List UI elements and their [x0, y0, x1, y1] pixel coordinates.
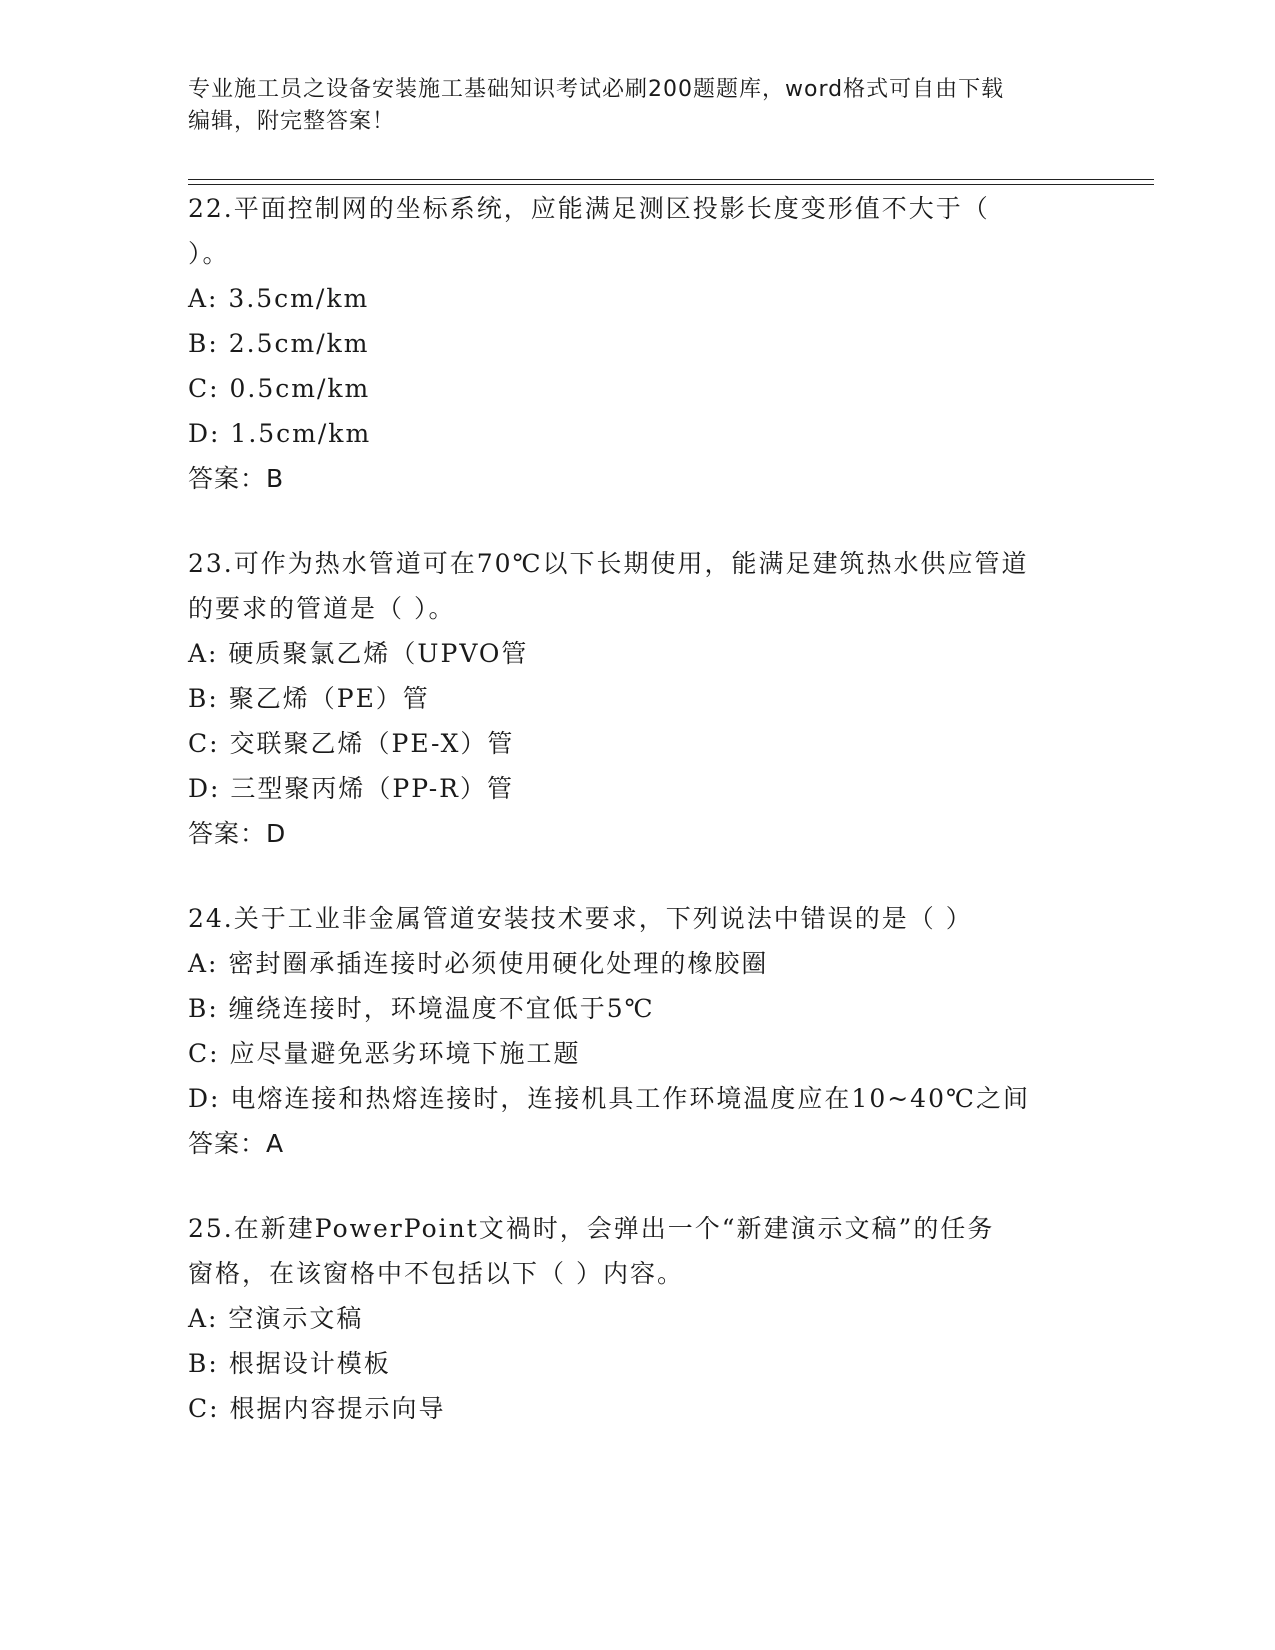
question-stem-line: 22.平面控制网的坐标系统，应能满足测区投影长度变形值不大于（ [188, 194, 990, 223]
option-c: C: 应尽量避免恶劣环境下施工题 [188, 1039, 581, 1068]
question-stem-line: 23.可作为热水管道可在70℃以下长期使用，能满足建筑热水供应管道 [188, 549, 1029, 578]
option-d: D: 1.5cm/km [188, 419, 372, 448]
option-d: D: 电熔连接和热熔连接时，连接机具工作环境温度应在10~40℃之间 [188, 1084, 1030, 1113]
header-divider-top [188, 179, 1154, 180]
answer-label: 答案：B [188, 464, 285, 493]
option-a: A: 密封圈承插连接时必须使用硬化处理的橡胶圈 [188, 949, 769, 978]
option-b: B: 缠绕连接时，环境温度不宜低于5℃ [188, 994, 655, 1023]
question-stem-line: 窗格，在该窗格中不包括以下（ ）内容。 [188, 1259, 684, 1288]
question-stem-line: 24.关于工业非金属管道安装技术要求，下列说法中错误的是（ ） [188, 904, 973, 933]
question-stem-line: ）。 [188, 239, 230, 268]
option-c: C: 根据内容提示向导 [188, 1394, 446, 1423]
question-23 [188, 541, 1088, 856]
option-b: B: 根据设计模板 [188, 1349, 391, 1378]
option-c: C: 交联聚乙烯（PE-X）管 [188, 729, 515, 758]
option-b: B: 聚乙烯（PE）管 [188, 684, 430, 713]
question-stem-line: 25.在新建PowerPoint文禍时，会弹出一个“新建演示文稿”的任务 [188, 1214, 995, 1243]
option-a: A: 硬质聚氯乙烯（UPVO管 [188, 639, 529, 668]
option-a: A: 空演示文稿 [188, 1304, 364, 1333]
header-divider-bottom [188, 184, 1154, 185]
question-24 [188, 896, 1088, 1166]
header-line-1: 专业施工员之设备安装施工基础知识考试必刷200题题库，word格式可自由下载 [188, 77, 1005, 102]
answer-label: 答案：D [188, 819, 287, 848]
header-line-2: 编辑，附完整答案！ [188, 109, 396, 134]
question-list [188, 186, 1088, 1471]
option-b: B: 2.5cm/km [188, 329, 370, 358]
question-22 [188, 186, 1088, 501]
option-c: C: 0.5cm/km [188, 374, 371, 403]
option-d: D: 三型聚丙烯（PP-R）管 [188, 774, 514, 803]
question-25 [188, 1206, 1088, 1431]
document-header [188, 74, 1068, 138]
answer-label: 答案：A [188, 1129, 285, 1158]
question-stem-line: 的要求的管道是（ ）。 [188, 594, 456, 623]
option-a: A: 3.5cm/km [188, 284, 370, 313]
